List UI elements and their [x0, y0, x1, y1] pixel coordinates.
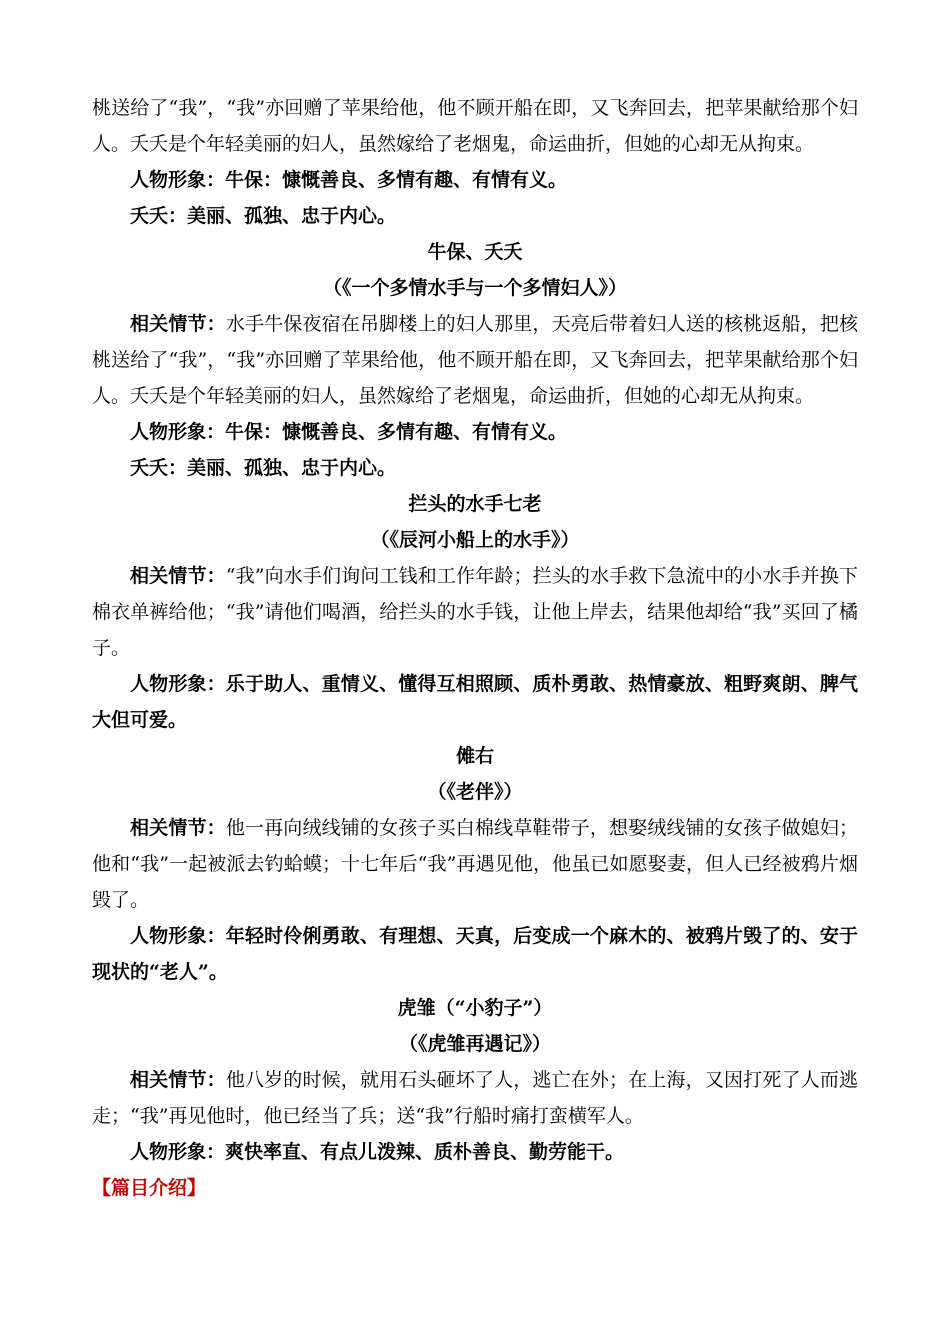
plot-paragraph — [92, 1062, 858, 1134]
plot-text: 他八岁的时候，就用石头砸坏了人，逃亡在外；在上海，又因打死了人而逃走；“我”再见他时，他已经当了兵；送“我”行船时痛打蛮横军人。 — [92, 1069, 858, 1127]
work-title: （《虎雏再遇记》） — [398, 1033, 551, 1055]
character-image-niubao: 人物形象：牛保：慷慨善良、多情有趣、有情有义。 — [130, 421, 568, 443]
work-title: （《一个多情水手与一个多情妇人》） — [322, 277, 627, 299]
character-heading: 拦头的水手七老 — [408, 493, 542, 515]
plot-paragraph — [92, 558, 858, 666]
character-heading: 虎雏（“小豹子”） — [397, 997, 553, 1019]
plot-text: 他一再向绒线铺的女孩子买白棉线草鞋带子，想娶绒线铺的女孩子做媳妇；他和“我”一起被派去钓蛤蟆；十七年后“我”再遇见他，他虽已如愿娶妻，但人已经被鸦片烟毁了。 — [92, 817, 858, 911]
character-heading: 牛保、夭夭 — [427, 241, 523, 263]
character-image-yaoyao: 夭夭：美丽、孤独、忠于内心。 — [130, 457, 397, 479]
plot-paragraph-continued — [92, 90, 858, 162]
character-image: 人物形象：年轻时伶俐勇敢、有理想、天真，后变成一个麻木的、被鸦片毁了的、安于现状的“老人”。 — [92, 925, 858, 983]
plot-paragraph — [92, 810, 858, 918]
plot-paragraph — [92, 306, 858, 414]
plot-label: 相关情节： — [130, 565, 226, 587]
plot-text: 桃送给了“我”，“我”亦回赠了苹果给他，他不顾开船在即，又飞奔回去，把苹果献给那个妇人。夭夭是个年轻美丽的妇人，虽然嫁给了老烟鬼，命运曲折，但她的心却无从拘束。 — [92, 97, 858, 155]
plot-label: 相关情节： — [130, 1069, 226, 1091]
plot-text: “我”向水手们询问工钱和工作年龄；拦头的水手救下急流中的小水手并换下棉衣单裤给他；“我”请他们喝酒，给拦头的水手钱，让他上岸去，结果他却给“我”买回了橘子。 — [92, 565, 858, 659]
character-image-yaoyao: 夭夭：美丽、孤独、忠于内心。 — [130, 205, 397, 227]
section-heading: 【篇目介绍】 — [92, 1177, 207, 1199]
work-title: （《老伴》） — [427, 781, 523, 803]
character-image: 人物形象：乐于助人、重情义、懂得互相照顾、质朴勇敢、热情豪放、粗野爽朗、脾气大但可爱。 — [92, 673, 858, 731]
character-heading: 傩右 — [455, 745, 494, 767]
character-image: 人物形象：爽快率直、有点儿泼辣、质朴善良、勤劳能干。 — [130, 1141, 625, 1163]
character-image-niubao: 人物形象：牛保：慷慨善良、多情有趣、有情有义。 — [130, 169, 568, 191]
plot-text: 水手牛保夜宿在吊脚楼上的妇人那里，天亮后带着妇人送的核桃返船，把核桃送给了“我”，“我”亦回赠了苹果给他，他不顾开船在即，又飞奔回去，把苹果献给那个妇人。夭夭是个年轻美丽的妇人，虽然嫁给了老烟鬼，命运曲折，但她的心却无从拘束。 — [92, 313, 858, 407]
work-title: （《辰河小船上的水手》） — [370, 529, 580, 551]
plot-label: 相关情节： — [130, 313, 226, 335]
plot-label: 相关情节： — [130, 817, 226, 839]
